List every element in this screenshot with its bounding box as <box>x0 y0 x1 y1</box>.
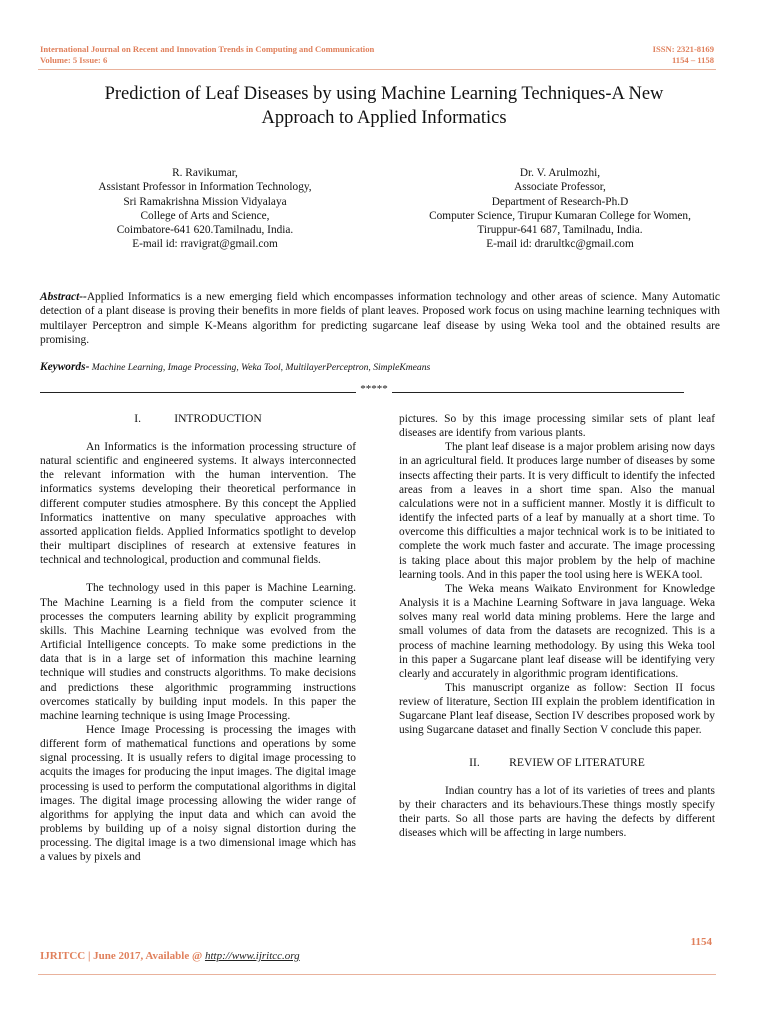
keywords <box>40 360 720 375</box>
left-column <box>40 412 356 865</box>
keywords-text: Machine Learning, Image Processing, Weka Tool, MultilayerPerceptron, SimpleKmeans <box>89 362 431 373</box>
author-college: College of Arts and Science, <box>140 209 270 222</box>
author-position: Associate Professor, <box>514 181 606 194</box>
paragraph: The Weka means Waikato Environment for Knowledge Analysis it is a Machine Learning Software in java language. Weka solves many real world data mining problems. Here the large and small volumes of data from the datasets are recognized. This is a process of machine learning methodology. By using this Weka tool in this paper a Sugarcane plant leaf disease will be identifying very clearly and accurately in algorithmic program identifications. <box>399 582 715 680</box>
title-line-2: Approach to Applied Informatics <box>261 108 507 128</box>
page-number: 1154 <box>690 936 712 948</box>
paragraph: An Informatics is the information processing structure of natural scientific and engineered systems. It always interconnected the relevant information with the human intervention. The informatics systems developing their theoretical performance in different computer studies atmosphere. By this concept the Applied Informatics inattentive on many speculative approaches with assorted application fields. Applied Informatics spotlight to develop their multipart disciplines of research at extensive features in technical and technological, production and communal fields. <box>40 441 356 567</box>
page-range: 1154 – 1158 <box>671 55 714 65</box>
keywords-label: Keywords- <box>40 361 90 373</box>
journal-name: International Journal on Recent and Innovation Trends in Computing and Communication <box>40 44 375 54</box>
paragraph: The technology used in this paper is Machine Learning. The Machine Learning is a field from the computer science it processes the computers learning ability by explicit programming skills. This Machine Learning technique was evolved from the Artificial Intelligence concepts. To make some predictions in the data that is in a large set of information this machine learning technique will studies and constructs algorithms. To make decisions and predictions these algorithmic programming instructions overcomes statically by building input models. In this paper the machine learning technique is using Image Processing. <box>40 582 356 722</box>
section-number: I. <box>134 412 141 425</box>
issn: ISSN: 2321-8169 <box>652 44 714 54</box>
abstract <box>40 290 720 347</box>
journal-volume: Volume: 5 Issue: 6 <box>40 55 108 65</box>
issn-header <box>653 44 714 66</box>
author-address: Tiruppur-641 687, Tamilnadu, India. <box>477 224 643 237</box>
paragraph: Indian country has a lot of its varieties of trees and plants by their characters and its behaviours.These things mostly specify their parts. So all those parts are having the defects by different diseases which will be affecting in large numbers. <box>399 784 715 840</box>
paper-title <box>40 82 728 130</box>
separator-rule-right <box>392 392 684 393</box>
journal-header <box>40 44 374 66</box>
author-institution: Sri Ramakrishna Mission Vidyalaya <box>123 195 287 208</box>
author-address: Coimbatore-641 620.Tamilnadu, India. <box>116 224 294 237</box>
abstract-text: Applied Informatics is a new emerging field which encompasses information technology and other areas of science. Many Automatic detection of a plant disease is proving their benefits in more fields of plant leaves. Proposed work focus on using machine learning techniques with multilayer Perceptron and simple K-Means algorithm for predicting sugarcane leaf disease by using Weka tool and the obtained results are promising. <box>40 291 720 346</box>
header-divider <box>38 69 716 70</box>
author-name: Dr. V. Arulmozhi, <box>519 167 601 179</box>
paragraph: Hence Image Processing is processing the images with different form of mathematical functions and operations by some signal processing. It is usually refers to digital image processing to acquits the images for producing the input images. The digital image processing is used to perform the computational algorithms in digital images. The digital image processing allowing the wider range of algorithms for applying the input data and which can avoid the problems by building up of a noisy signal distortion during the processing. The digital image is a two dimensional image which has a values by pixels and <box>40 723 356 864</box>
section-heading-review <box>399 756 715 770</box>
section-title: INTRODUCTION <box>174 412 262 425</box>
journal-link[interactable]: http://www.ijritcc.org <box>204 950 300 962</box>
separator-stars: ***** <box>360 383 388 395</box>
author-name: R. Ravikumar, <box>172 167 238 179</box>
author-email: E-mail id: drarultkc@gmail.com <box>486 238 634 251</box>
section-number: II. <box>469 755 480 769</box>
author-block-1 <box>60 166 350 252</box>
author-position: Assistant Professor in Information Technology, <box>98 181 312 194</box>
paragraph: pictures. So by this image processing similar sets of plant leaf diseases are identify from various plants. <box>399 413 715 440</box>
author-department: Department of Research-Ph.D <box>491 195 629 208</box>
section-heading-introduction <box>40 412 356 426</box>
title-line-1: Prediction of Leaf Diseases by using Machine Learning Techniques-A New <box>104 84 664 104</box>
author-email: E-mail id: rravigrat@gmail.com <box>132 238 278 251</box>
footer-text: IJRITCC | June 2017, Available @ <box>40 950 205 962</box>
author-college: Computer Science, Tirupur Kumaran College for Women, <box>429 209 691 222</box>
author-block-2 <box>400 166 720 252</box>
abstract-label: Abstract-- <box>40 291 87 303</box>
section-title: REVIEW OF LITERATURE <box>509 755 645 769</box>
paragraph: The plant leaf disease is a major problem arising now days in an agricultural field. It produces large number of diseases by some insects affecting their parts. It is very difficult to identify the infected areas from a leaves in a short time span. Also the manual calculations were not in a sufficient manner. Mostly it is difficult to identify the infected parts of a leaf by manually at a short time. To overcome this difficulties a major technical work is to be initiated to complete the work much faster and accurate. The image processing is taking place about this major problem by the help of machine learning tools. And in this paper the tool using here is WEKA tool. <box>399 441 715 581</box>
footer-citation <box>40 950 300 962</box>
right-column <box>399 412 715 840</box>
paragraph: This manuscript organize as follow: Section II focus review of literature, Section III explain the problem identification in Sugarcane Plant leaf disease, Section IV describes proposed work by using Sugarcane dataset and finally Section V conclude this paper. <box>399 681 715 737</box>
separator-rule-left <box>40 392 356 393</box>
footer-divider <box>38 974 716 975</box>
